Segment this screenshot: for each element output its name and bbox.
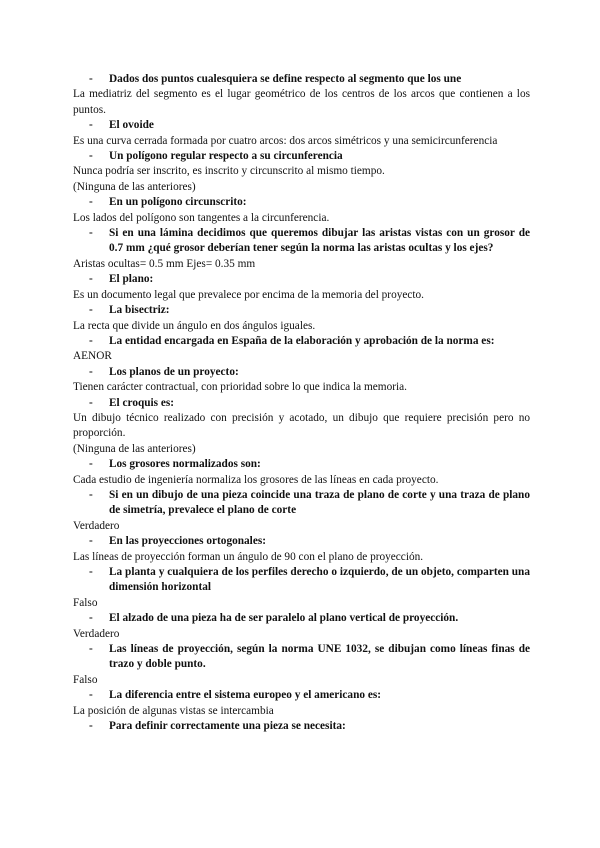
question-item bbox=[73, 396, 530, 411]
question-item bbox=[73, 272, 530, 287]
question-text: Para definir correctamente una pieza se necesita: bbox=[109, 720, 346, 733]
bullet-dash: - bbox=[89, 458, 93, 471]
answer-text: (Ninguna de las anteriores) bbox=[73, 442, 196, 455]
question-text: El croquis es: bbox=[109, 396, 175, 409]
answer-text: Nunca podría ser inscrito, es inscrito y circunscrito al mismo tiempo. bbox=[73, 165, 385, 178]
bullet-dash: - bbox=[89, 535, 93, 548]
question-item bbox=[73, 118, 530, 133]
answer-text: Falso bbox=[73, 673, 98, 686]
question-item bbox=[73, 334, 530, 349]
question-text: Un polígono regular respecto a su circunferencia bbox=[109, 150, 343, 163]
question-item bbox=[73, 303, 530, 318]
bullet-dash: - bbox=[89, 273, 93, 286]
question-text: Las líneas de proyección, según la norma UNE 1032, se dibujan como líneas finas de trazo y doble punto. bbox=[109, 643, 530, 671]
question-text: El alzado de una pieza ha de ser paralelo al plano vertical de proyección. bbox=[109, 612, 459, 625]
bullet-dash: - bbox=[89, 396, 93, 409]
question-text: Dados dos puntos cualesquiera se define respecto al segmento que los une bbox=[109, 73, 462, 85]
question-item bbox=[73, 195, 530, 210]
answer-text: Tienen carácter contractual, con prioridad sobre lo que indica la memoria. bbox=[73, 381, 407, 394]
question-item bbox=[73, 488, 530, 519]
question-item bbox=[73, 565, 530, 596]
question-item bbox=[73, 72, 530, 87]
question-item bbox=[73, 688, 530, 703]
question-text: Los grosores normalizados son: bbox=[109, 458, 261, 471]
bullet-dash: - bbox=[89, 365, 93, 378]
answer-text: Cada estudio de ingeniería normaliza los grosores de las líneas en cada proyecto. bbox=[73, 473, 439, 486]
answer-text: Las líneas de proyección forman un ángulo de 90 con el plano de proyección. bbox=[73, 550, 424, 563]
question-item bbox=[73, 719, 530, 734]
question-text: La bisectriz: bbox=[109, 304, 170, 317]
bullet-dash: - bbox=[89, 334, 93, 347]
bullet-dash: - bbox=[89, 73, 93, 85]
answer-text: La posición de algunas vistas se intercambia bbox=[73, 704, 274, 717]
answer-text: Los lados del polígono son tangentes a la circunferencia. bbox=[73, 211, 330, 224]
question-item bbox=[73, 365, 530, 380]
bullet-dash: - bbox=[89, 150, 93, 163]
answer-text: Es una curva cerrada formada por cuatro arcos: dos arcos simétricos y una semicircunferencia bbox=[73, 134, 498, 147]
answer-text: Aristas ocultas= 0.5 mm Ejes= 0.35 mm bbox=[73, 257, 256, 270]
question-text: En un polígono circunscrito: bbox=[109, 196, 247, 209]
question-text: El plano: bbox=[109, 273, 154, 286]
answer-text: La mediatriz del segmento es el lugar geométrico de los centros de los arcos que contienen a los puntos. bbox=[73, 88, 530, 116]
bullet-dash: - bbox=[89, 227, 93, 240]
question-text: La diferencia entre el sistema europeo y el americano es: bbox=[109, 689, 382, 702]
question-text: Los planos de un proyecto: bbox=[109, 365, 239, 378]
answer-text: Verdadero bbox=[73, 627, 120, 640]
bullet-dash: - bbox=[89, 566, 93, 578]
question-item bbox=[73, 534, 530, 549]
bullet-dash: - bbox=[89, 720, 93, 733]
question-text: La entidad encargada en España de la elaboración y aprobación de la norma es: bbox=[109, 334, 495, 347]
question-text: El ovoide bbox=[109, 119, 154, 132]
question-item bbox=[73, 611, 530, 626]
question-text: La planta y cualquiera de los perfiles derecho o izquierdo, de un objeto, comparten una dimensión horizontal bbox=[109, 566, 530, 594]
answer-text: (Ninguna de las anteriores) bbox=[73, 180, 196, 193]
bullet-dash: - bbox=[89, 488, 93, 501]
question-item bbox=[73, 457, 530, 472]
question-item bbox=[73, 642, 530, 673]
answer-text: Un dibujo técnico realizado con precisión y acotado, un dibujo que requiere precisión pero no proporción. bbox=[73, 411, 530, 440]
question-item bbox=[73, 226, 530, 257]
question-item bbox=[73, 149, 530, 164]
bullet-dash: - bbox=[89, 643, 93, 656]
answer-text: AENOR bbox=[73, 350, 112, 363]
bullet-dash: - bbox=[89, 196, 93, 209]
bullet-dash: - bbox=[89, 119, 93, 132]
bullet-dash: - bbox=[89, 304, 93, 317]
bullet-dash: - bbox=[89, 612, 93, 625]
answer-text: Falso bbox=[73, 596, 98, 609]
answer-text: La recta que divide un ángulo en dos ángulos iguales. bbox=[73, 319, 316, 332]
question-text: Si en una lámina decidimos que queremos dibujar las aristas vistas con un grosor de 0.7 mm ¿qué grosor deberían tener según la norma las aristas ocultas y los ejes? bbox=[109, 227, 530, 255]
answer-text: Es un documento legal que prevalece por encima de la memoria del proyecto. bbox=[73, 288, 425, 301]
answer-text: Verdadero bbox=[73, 519, 120, 532]
question-text: En las proyecciones ortogonales: bbox=[109, 535, 266, 548]
question-text: Si en un dibujo de una pieza coincide una traza de plano de corte y una traza de plano de simetría, prevalece el plano de corte bbox=[109, 488, 530, 517]
bullet-dash: - bbox=[89, 689, 93, 702]
